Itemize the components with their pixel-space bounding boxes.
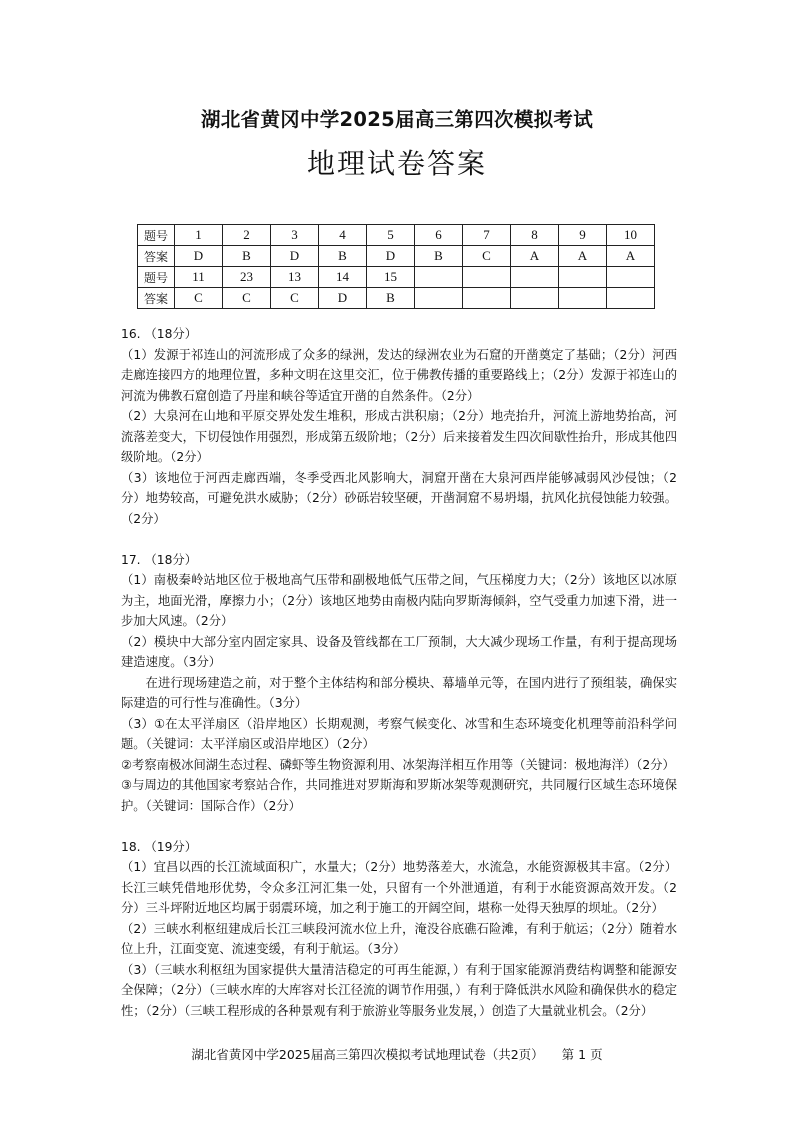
table-cell: 9 — [559, 225, 607, 246]
answer-paragraph: （3）该地位于河西走廊西端，冬季受西北风影响大，洞窟开凿在大泉河西岸能够减弱风沙侵蚀；（2分）地势较高，可避免洪水威胁；（2分）砂砾岩较坚硬，开凿洞窟不易坍塌，抗风化抗侵蚀能力较强。（2分） — [121, 470, 677, 526]
table-cell: C — [175, 288, 223, 309]
question-17-heading: 17. （18分） — [121, 552, 198, 567]
table-cell: 8 — [511, 225, 559, 246]
row-label: 题号 — [138, 225, 175, 246]
answer-paragraph: （1）宜昌以西的长江流域面积广，水量大；（2分）地势落差大，水流急，水能资源极其丰富。（2分）长江三峡凭借地形优势，令众多江河汇集一处，只留有一个外泄通道，有利于水能资源高效开发。（2分）三斗坪附近地区均属于弱震环境，加之利于施工的开阔空间，堪称一处得天独厚的坝址。（2分） — [121, 860, 677, 915]
table-cell: 4 — [319, 225, 367, 246]
table-cell — [559, 267, 607, 288]
table-cell — [559, 288, 607, 309]
table-row — [138, 246, 655, 267]
row-label: 答案 — [138, 246, 175, 267]
row-label: 题号 — [138, 267, 175, 288]
table-cell: C — [271, 288, 319, 309]
table-cell: 3 — [271, 225, 319, 246]
table-cell — [463, 288, 511, 309]
table-cell: B — [367, 288, 415, 309]
question-16-section — [121, 324, 677, 529]
table-cell — [415, 288, 463, 309]
table-row — [138, 288, 655, 309]
table-cell — [511, 288, 559, 309]
table-cell: B — [415, 246, 463, 267]
table-cell: 14 — [319, 267, 367, 288]
table-cell: 15 — [367, 267, 415, 288]
table-cell: 1 — [175, 225, 223, 246]
table-cell: D — [175, 246, 223, 267]
table-cell: 5 — [367, 225, 415, 246]
footer-text: 湖北省黄冈中学2025届高三第四次模拟考试地理试卷（共2页） — [191, 1047, 544, 1062]
page-number: 第 1 页 — [561, 1047, 603, 1062]
answer-paragraph: 在进行现场建造之前，对于整个主体结构和部分模块、幕墙单元等，在国内进行了预组装，确保实际建造的可行性与准确性。（3分） — [121, 675, 677, 710]
answer-paragraph: （2）大泉河在山地和平原交界处发生堆积，形成古洪积扇；（2分）地壳抬升，河流上游地势抬高，河流落差变大，下切侵蚀作用强烈，形成第五级阶地；（2分）后来接着发生四次间歇性抬升，形成其他四级阶地。（2分） — [121, 409, 677, 464]
table-cell: 10 — [607, 225, 655, 246]
table-cell: 13 — [271, 267, 319, 288]
table-cell: B — [319, 246, 367, 267]
table-cell: 23 — [223, 267, 271, 288]
table-row — [138, 225, 655, 246]
table-cell: D — [271, 246, 319, 267]
table-row — [138, 267, 655, 288]
table-cell — [415, 267, 463, 288]
table-cell: 2 — [223, 225, 271, 246]
answer-paragraph: ③与周边的其他国家考察站合作，共同推进对罗斯海和罗斯冰架等观测研究，共同履行区域生态环境保护。（关键词：国际合作）（2分） — [121, 778, 677, 813]
answer-paragraph: （1）南极秦岭站地区位于极地高气压带和副极地低气压带之间，气压梯度力大；（2分）该地区以冰原为主，地面光滑，摩擦力小；（2分）该地区地势由南极内陆向罗斯海倾斜，空气受重力加速下滑，进一步加大风速。（2分） — [121, 573, 677, 628]
row-label: 答案 — [138, 288, 175, 309]
question-16-heading: 16. （18分） — [121, 327, 198, 341]
question-17-section — [121, 550, 677, 817]
table-cell — [607, 288, 655, 309]
table-cell: 11 — [175, 267, 223, 288]
answer-paragraph: （3）①在太平洋扇区（沿岸地区）长期观测，考察气候变化、冰雪和生态环境变化机理等前沿科学问题。（关键词：太平洋扇区或沿岸地区）（2分） — [121, 716, 677, 751]
table-cell: A — [511, 246, 559, 267]
table-cell: B — [223, 246, 271, 267]
table-cell: A — [607, 246, 655, 267]
table-cell: 7 — [463, 225, 511, 246]
answer-paragraph: （2）三峡水利枢纽建成后长江三峡段河流水位上升，淹没谷底礁石险滩，有利于航运；（2分）随着水位上升，江面变宽、流速变缓，有利于航运。（3分） — [121, 921, 677, 956]
table-cell: A — [559, 246, 607, 267]
table-cell — [511, 267, 559, 288]
table-cell — [463, 267, 511, 288]
exam-title: 湖北省黄冈中学2025届高三第四次模拟考试 — [200, 108, 594, 131]
question-18-heading: 18. （19分） — [121, 839, 198, 854]
page-footer — [0, 1045, 794, 1063]
table-cell: D — [367, 246, 415, 267]
answer-table — [137, 224, 655, 309]
answer-paragraph: ②考察南极冰间湖生态过程、磷虾等生物资源利用、冰架海洋相互作用等（关键词：极地海洋）（2分） — [121, 757, 675, 772]
question-18-section — [121, 837, 677, 1022]
table-cell: C — [463, 246, 511, 267]
table-cell: C — [223, 288, 271, 309]
answer-paragraph: （3）（三峡水利枢纽为国家提供大量清洁稳定的可再生能源，）有利于国家能源消费结构调整和能源安全保障；（2分）（三峡水库的大库容对长江径流的调节作用强，）有利于降低洪水风险和确保供水的稳定性；（2分）（三峡工程形成的各种景观有利于旅游业等服务业发展，）创造了大量就业机会。（2分） — [121, 962, 677, 1018]
answer-paragraph: （2）模块中大部分室内固定家具、设备及管线都在工厂预制，大大减少现场工作量，有利于提高现场建造速度。（3分） — [121, 634, 677, 669]
table-cell: 6 — [415, 225, 463, 246]
answer-paragraph: （1）发源于祁连山的河流形成了众多的绿洲，发达的绿洲农业为石窟的开凿奠定了基础；（2分）河西走廊连接四方的地理位置，多种文明在这里交汇，位于佛教传播的重要路线上；（2分）发源于祁连山的河流为佛教石窟创造了丹崖和峡谷等适宜开凿的自然条件。（2分） — [121, 347, 677, 403]
table-cell — [607, 267, 655, 288]
document-subtitle: 地理试卷答案 — [306, 147, 487, 180]
answer-content — [121, 324, 677, 1042]
table-cell: D — [319, 288, 367, 309]
